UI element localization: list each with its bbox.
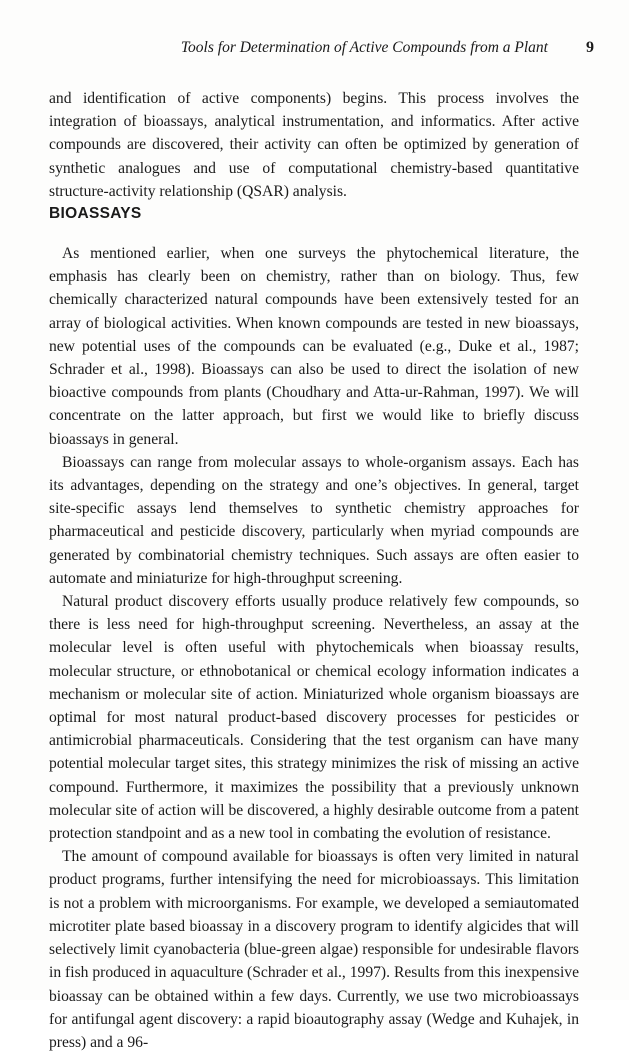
running-title: Tools for Determination of Active Compounds from a Plant: [180, 39, 548, 56]
paragraph-4: The amount of compound available for bioassays is often very limited in natural product programs, further intensifying the need for microbioassays. This limitation is not a problem with microorganisms. For example, we developed a semiautomated microtiter plate based bioassay in a discovery program to identify algicides that will selectively limit cyanobacteria (blue-green algae) responsible for undesirable flavors in fish produced in aquaculture (Schrader et al., 1997). Results from this inexpensive bioassay can be obtained within a few days. Currently, we use two microbioassays for antifungal agent discovery: a rapid bioautography assay (Wedge and Kuhajek, in press) and a 96-: [49, 848, 579, 1051]
intro-paragraph: and identification of active components) begins. This process involves the integration of bioassays, analytical instrumentation, and informatics. After active compounds are discovered, their activity can often be optimized by generation of synthetic analogues and use of computational chemistry-based quantitative structure-activity relationship (QSAR) analysis.: [49, 90, 579, 200]
section-body: [49, 242, 579, 1054]
running-head: [36, 39, 596, 61]
intro-text-block: [49, 87, 579, 203]
section-heading: BIOASSAYS: [49, 205, 142, 222]
paragraph-1: As mentioned earlier, when one surveys the phytochemical literature, the emphasis has clearly been on chemistry, rather than on biology. Thus, few chemically characterized natural compounds have been extensively tested for an array of biological activities. When known compounds are tested in new bioassays, new potential uses of the compounds can be evaluated (e.g., Duke et al., 1987; Schrader et al., 1998). Bioassays can also be used to direct the isolation of new bioactive compounds from plants (Choudhary and Atta-ur-Rahman, 1997). We will concentrate on the latter approach, but first we would like to briefly discuss bioassays in general.: [49, 245, 579, 448]
page-number: 9: [586, 39, 594, 56]
paragraph-2: Bioassays can range from molecular assays to whole-organism assays. Each has its advantages, depending on the strategy and one’s objectives. In general, target site-specific assays lend themselves to synthetic chemistry approaches for pharmaceutical and pesticide discovery, particularly when myriad compounds are generated by combinatorial chemistry techniques. Such assays are often easier to automate and miniaturize for high-throughput screening.: [49, 453, 579, 587]
paragraph-3: Natural product discovery efforts usually produce relatively few compounds, so there is less need for high-throughput screening. Nevertheless, an assay at the molecular level is often useful with phytochemicals when bioassay results, molecular structure, or ethnobotanical or chemical ecology information indicates a mechanism or molecular site of action. Miniaturized whole organism bioassays are optimal for most natural product-based discovery processes for pesticides or antimicrobial pharmaceuticals. Considering that the test organism can have many potential molecular target sites, this strategy minimizes the risk of missing an active compound. Furthermore, it maximizes the possibility that a previously unknown molecular site of action will be discovered, a highly desirable outcome from a patent protection standpoint and as a new tool in combating the evolution of resistance.: [49, 593, 579, 843]
